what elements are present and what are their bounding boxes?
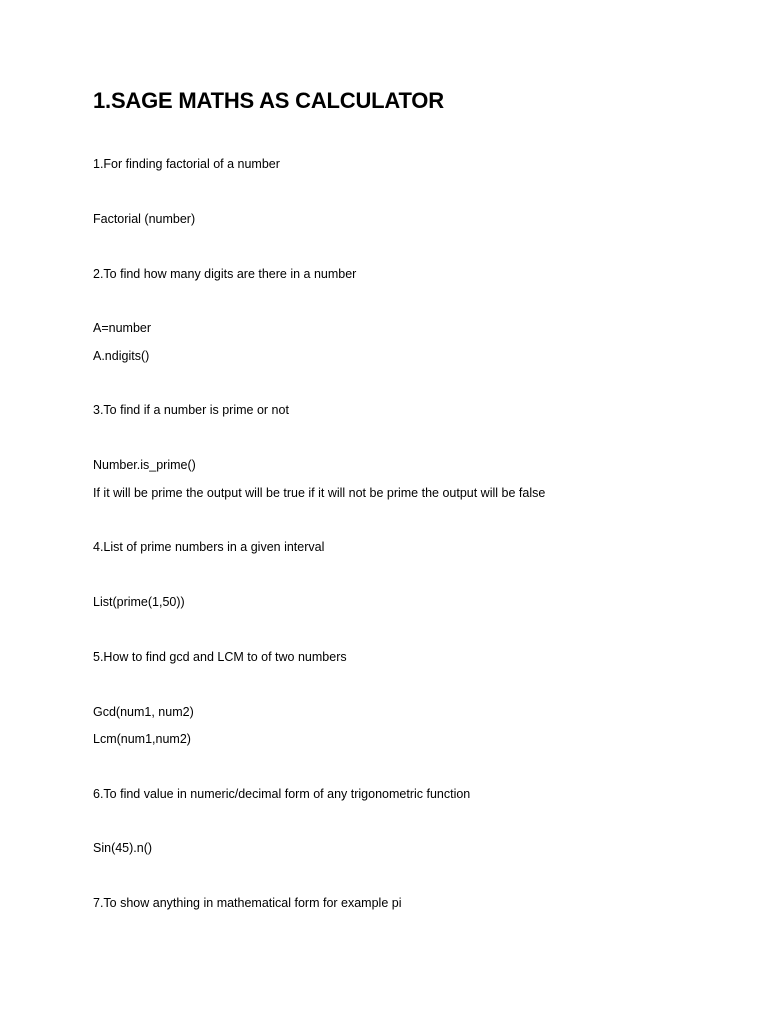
code-ndigits: A.ndigits() (93, 349, 150, 363)
note-prime-output: If it will be prime the output will be true if it will not be prime the output will be false (93, 486, 546, 500)
code-factorial: Factorial (number) (93, 212, 196, 226)
page-title: 1.SAGE MATHS AS CALCULATOR (93, 88, 444, 113)
heading-math-form: 7.To show anything in mathematical form for example pi (93, 896, 402, 910)
heading-trig-numeric: 6.To find value in numeric/decimal form of any trigonometric function (93, 787, 471, 801)
code-gcd: Gcd(num1, num2) (93, 705, 194, 719)
heading-digits: 2.To find how many digits are there in a number (93, 267, 357, 281)
code-assign-number: A=number (93, 321, 152, 335)
heading-prime-check: 3.To find if a number is prime or not (93, 403, 289, 417)
code-lcm: Lcm(num1,num2) (93, 732, 191, 746)
heading-prime-list: 4.List of prime numbers in a given interval (93, 540, 325, 554)
heading-gcd-lcm: 5.How to find gcd and LCM to of two numbers (93, 650, 347, 664)
code-prime-list: List(prime(1,50)) (93, 595, 185, 609)
code-sin-numeric: Sin(45).n() (93, 841, 153, 855)
code-is-prime: Number.is_prime() (93, 458, 196, 472)
heading-factorial: 1.For finding factorial of a number (93, 157, 280, 171)
